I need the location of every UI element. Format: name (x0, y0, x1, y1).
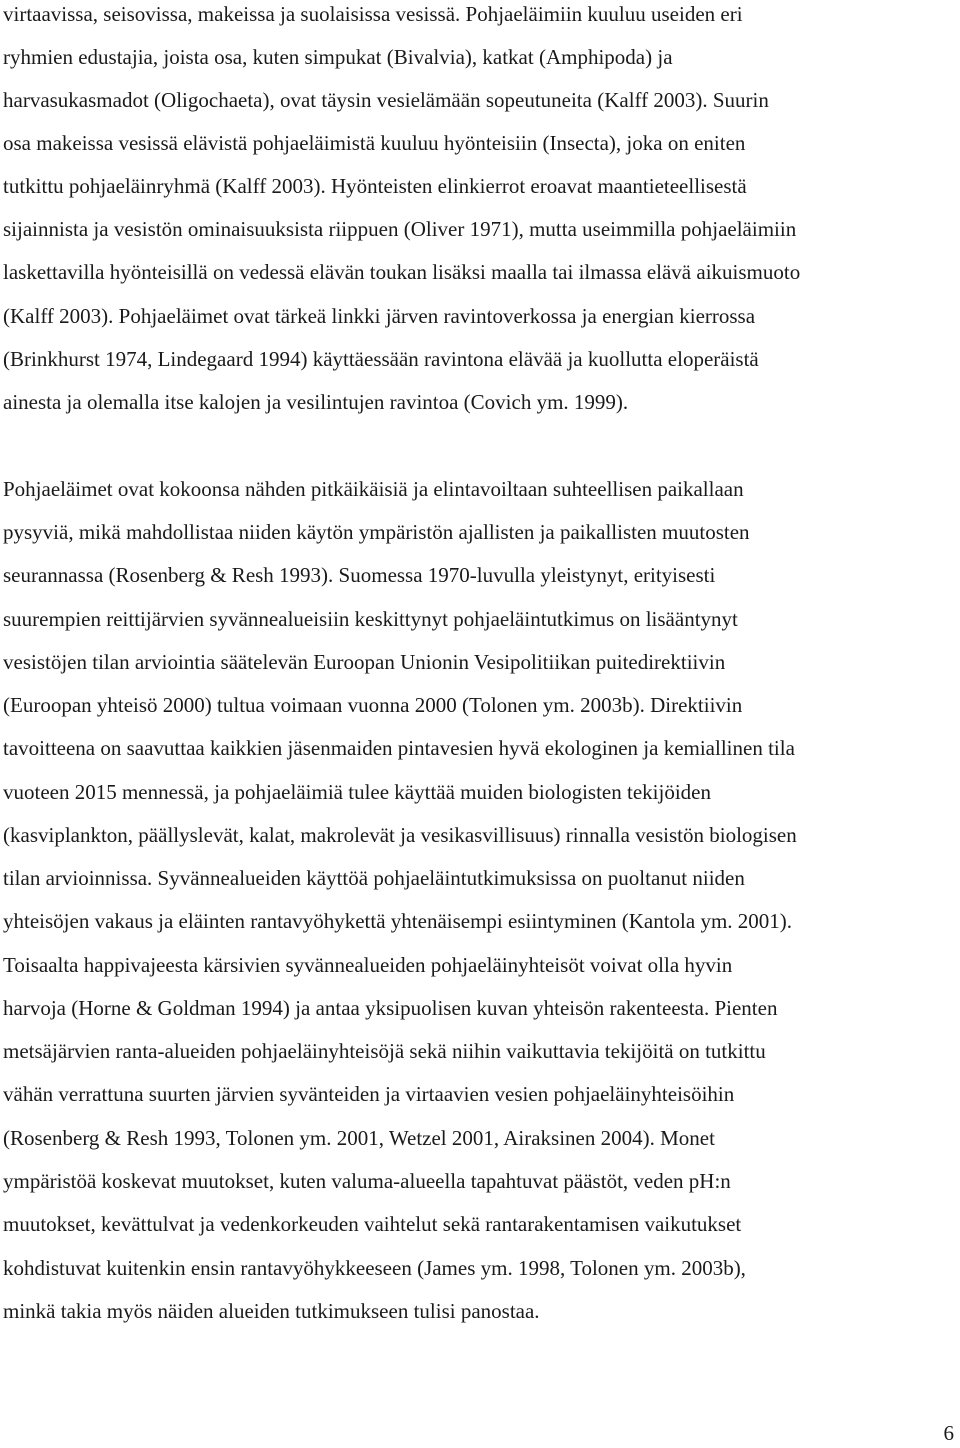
text-line: seurannassa (Rosenberg & Resh 1993). Suomessa 1970-luvulla yleistynyt, erityisesti (3, 563, 716, 587)
text-line: kohdistuvat kuitenkin ensin rantavyöhykkeeseen (James ym. 1998, Tolonen ym. 2003b), (3, 1256, 746, 1280)
text-line: minkä takia myös näiden alueiden tutkimukseen tulisi panostaa. (3, 1299, 540, 1323)
text-line: vuoteen 2015 mennessä, ja pohjaeläimiä tulee käyttää muiden biologisten tekijöiden (3, 780, 711, 804)
text-line: harvoja (Horne & Goldman 1994) ja antaa yksipuolisen kuvan yhteisön rakenteesta. Pienten (3, 996, 778, 1020)
text-line: tilan arvioinnissa. Syvännealueiden käyttöä pohjaeläintutkimuksissa on puoltanut niiden (3, 866, 745, 890)
text-line: ainesta ja olemalla itse kalojen ja vesilintujen ravintoa (Covich ym. 1999). (3, 390, 629, 414)
text-line: Toisaalta happivajeesta kärsivien syvännealueiden pohjaeläinyhteisöt voivat olla hyvin (3, 953, 733, 977)
text-line: muutokset, kevättulvat ja vedenkorkeuden vaihtelut sekä rantarakentamisen vaikutukset (3, 1212, 742, 1236)
text-line: laskettavilla hyönteisillä on vedessä elävän toukan lisäksi maalla tai ilmassa elävä aikuismuoto (3, 260, 801, 284)
text-line: harvasukasmadot (Oligochaeta), ovat täysin vesielämään sopeutuneita (Kalff 2003). Suurin (3, 88, 769, 112)
text-line: (Brinkhurst 1974, Lindegaard 1994) käyttäessään ravintona elävää ja kuollutta eloperäistä (3, 347, 759, 371)
text-line: tavoitteena on saavuttaa kaikkien jäsenmaiden pintavesien hyvä ekologinen ja kemiallinen tila (3, 736, 795, 760)
text-line: (Euroopan yhteisö 2000) tultua voimaan vuonna 2000 (Tolonen ym. 2003b). Direktiivin (3, 693, 743, 717)
page-number: 6 (943, 1421, 954, 1445)
text-line: pysyviä, mikä mahdollistaa niiden käytön ympäristön ajallisten ja paikallisten muutosten (3, 520, 750, 544)
text-line: tutkittu pohjaeläinryhmä (Kalff 2003). Hyönteisten elinkierrot eroavat maantieteellisestä (3, 174, 747, 198)
text-line: osa makeissa vesissä elävistä pohjaeläimistä kuuluu hyönteisiin (Insecta), joka on eniten (3, 131, 746, 155)
text-line: yhteisöjen vakaus ja eläinten rantavyöhykettä yhtenäisempi esiintyminen (Kantola ym. 2001). (3, 909, 793, 933)
text-line: suurempien reittijärvien syvännealueisiin keskittynyt pohjaeläintutkimus on lisääntynyt (3, 607, 738, 631)
text-line: vähän verrattuna suurten järvien syvänteiden ja virtaavien vesien pohjaeläinyhteisöihin (3, 1082, 735, 1106)
text-line: (Rosenberg & Resh 1993, Tolonen ym. 2001, Wetzel 2001, Airaksinen 2004). Monet (3, 1126, 715, 1150)
text-line: Pohjaeläimet ovat kokoonsa nähden pitkäikäisiä ja elintavoiltaan suhteellisen paikallaan (3, 477, 744, 501)
text-line: (Kalff 2003). Pohjaeläimet ovat tärkeä linkki järven ravintoverkossa ja energian kierrossa (3, 304, 756, 328)
text-line: virtaavissa, seisovissa, makeissa ja suolaisissa vesissä. Pohjaeläimiin kuuluu useiden eri (3, 2, 743, 26)
text-line: sijainnista ja vesistön ominaisuuksista riippuen (Oliver 1971), mutta useimmilla pohjaeläimiin (3, 217, 797, 241)
text-line: ympäristöä koskevat muutokset, kuten valuma-alueella tapahtuvat päästöt, veden pH:n (3, 1169, 731, 1193)
text-line: metsäjärvien ranta-alueiden pohjaeläinyhteisöjä sekä niihin vaikuttavia tekijöitä on tutkittu (3, 1039, 766, 1063)
text-line: ryhmien edustajia, joista osa, kuten simpukat (Bivalvia), katkat (Amphipoda) ja (3, 45, 673, 69)
text-line: vesistöjen tilan arviointia säätelevän Euroopan Unionin Vesipolitiikan puitedirektiivin (3, 650, 726, 674)
text-line: (kasviplankton, päällyslevät, kalat, makrolevät ja vesikasvillisuus) rinnalla vesistön biologisen (3, 823, 797, 847)
